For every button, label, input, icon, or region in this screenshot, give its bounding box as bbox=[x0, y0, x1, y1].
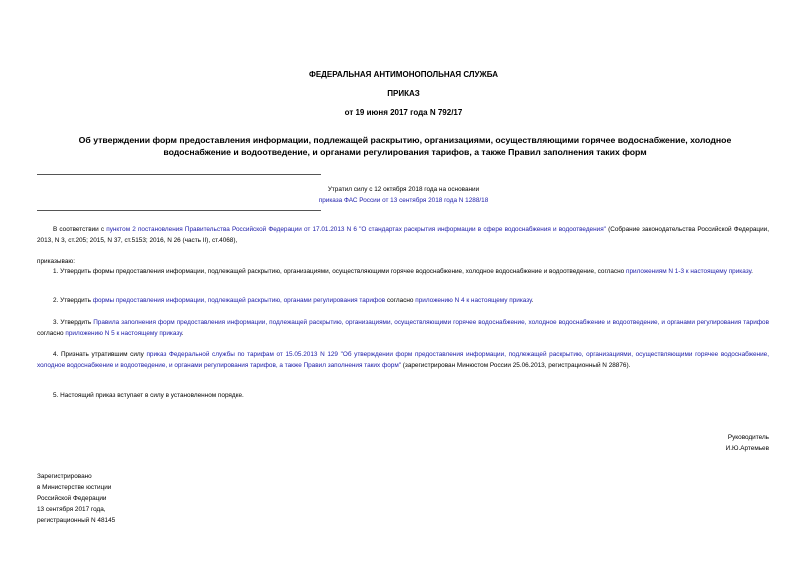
item-3-end: . bbox=[181, 330, 184, 337]
preamble-link[interactable]: пунктом 2 постановления Правительства Российской Федерации от 17.01.2013 N 6 "О стандартах раскрытия информации в сфере водоснабжения и водоотведения" bbox=[106, 226, 606, 233]
item-3-link-2[interactable]: приложению N 5 к настоящему приказу bbox=[65, 330, 182, 337]
preamble-text-2: (Собрание законодательства Российской Федерации, 2013, N 3, ст.205; 2015, N 37, ст.5153; 2016, N 26 (часть II), ст.4068), bbox=[37, 226, 770, 244]
item-4-link[interactable]: приказ Федеральной службы по тарифам от 15.05.2013 N 129 "Об утверждении форм предоставления информации, подлежащей раскрытию, организациями, осуществляющими горячее водоснабжение, холодное водоснабжение и водоотведение, и органами регулирования тарифов, а также Правил заполнения таких форм" bbox=[37, 351, 769, 369]
registration-line: Российской Федерации bbox=[37, 495, 107, 502]
status-line: Утратил силу с 12 октября 2018 года на основании bbox=[327, 186, 480, 193]
status-note bbox=[0, 184, 807, 206]
item-3-text: 3. Утвердить bbox=[53, 319, 94, 326]
item-1-link[interactable]: приложениям N 1-3 к настоящему приказу bbox=[625, 268, 752, 275]
item-1-end: . bbox=[751, 268, 753, 275]
item-2 bbox=[37, 295, 769, 306]
item-2-link[interactable]: формы предоставления информации, подлежащей раскрытию, органами регулирования тарифов bbox=[92, 297, 386, 304]
registration-line: в Министерстве юстиции bbox=[37, 484, 112, 491]
preamble-paragraph bbox=[37, 224, 769, 246]
item-2-link-2[interactable]: приложению N 4 к настоящему приказу bbox=[415, 297, 532, 304]
document-date-number: от 19 июня 2017 года N 792/17 bbox=[344, 108, 463, 117]
item-4-end: (зарегистрирован Минюстом России 25.06.2013, регистрационный N 28876). bbox=[400, 362, 631, 369]
item-5: 5. Настоящий приказ вступает в силу в установленном порядке. bbox=[53, 392, 244, 399]
item-2-text-2: согласно bbox=[385, 297, 416, 304]
signature-position: Руководитель bbox=[727, 434, 769, 441]
item-1 bbox=[37, 266, 769, 277]
registration-line: 13 сентября 2017 года, bbox=[37, 506, 106, 513]
registration-line: Зарегистрировано bbox=[37, 473, 92, 480]
registration-block bbox=[37, 471, 115, 526]
signature-name: И.Ю.Артемьев bbox=[725, 445, 769, 452]
item-2-end: . bbox=[531, 297, 534, 304]
item-2-text: 2. Утвердить bbox=[53, 297, 93, 304]
registration-line: регистрационный N 48145 bbox=[37, 517, 116, 524]
status-link[interactable]: приказа ФАС России от 13 сентября 2018 года N 1288/18 bbox=[318, 197, 489, 204]
signature-block bbox=[726, 432, 769, 454]
item-1-text: 1. Утвердить формы предоставления информации, подлежащей раскрытию, организациями, осуществляющими горячее водоснабжение, холодное водоснабжение и водоотведение, согласно bbox=[53, 268, 626, 275]
document-type: ПРИКАЗ bbox=[387, 89, 420, 98]
divider-top bbox=[37, 174, 321, 175]
item-3-text-2: согласно bbox=[37, 330, 66, 337]
item-3-link[interactable]: Правила заполнения форм предоставления информации, подлежащей раскрытию, организациями, осуществляющими горячее водоснабжение, холодное водоснабжение и водоотведение, и органами регулирования тарифов bbox=[93, 319, 769, 326]
divider-bottom bbox=[37, 210, 321, 211]
order-word: приказываю: bbox=[37, 258, 75, 265]
item-4 bbox=[37, 349, 769, 371]
item-3 bbox=[37, 317, 769, 339]
agency-name: ФЕДЕРАЛЬНАЯ АНТИМОНОПОЛЬНАЯ СЛУЖБА bbox=[309, 70, 498, 79]
document-title: Об утверждении форм предоставления информации, подлежащей раскрытию, организациями, осуществляющими горячее водоснабжение, холодное водоснабжение и водоотведение, и органами регулирования тарифов, а также Правил заполнения таких форм bbox=[78, 135, 732, 157]
item-4-text: 4. Признать утратившим силу bbox=[53, 351, 147, 358]
preamble-text: В соответствии с bbox=[53, 226, 107, 233]
